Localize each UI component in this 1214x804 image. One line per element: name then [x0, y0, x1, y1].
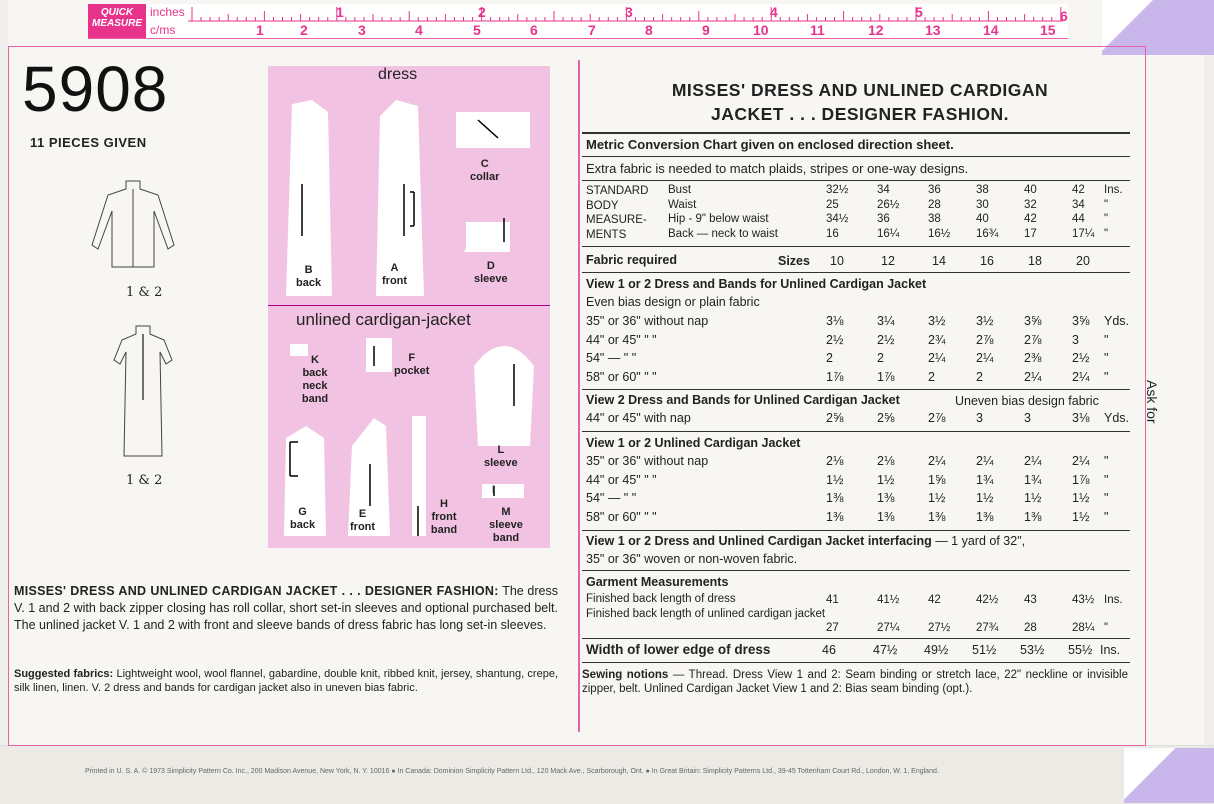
cm-tick: 11 [810, 22, 825, 38]
cm-tick: 10 [753, 22, 769, 38]
description-lead: MISSES' DRESS AND UNLINED CARDIGAN JACKET . . . DESIGNER FASHION: [14, 584, 499, 598]
table-cell: 3⅛ [826, 314, 844, 328]
table-cell: 2¼ [976, 454, 994, 468]
width-label: Width of lower edge of dress [586, 642, 771, 657]
table-cell: 42 [928, 594, 941, 606]
fabrics-text: Lightweight wool, wool flannel, gabardine, double knit, ribbed knit, jersey, shantung, crepe, silk linen, linen. V. 2 dress and bands for cardigan jacket also in uneven bias fabric. [14, 668, 558, 694]
table-cell: 28 [1024, 622, 1037, 634]
table-cell: 51½ [972, 643, 997, 657]
table-cell: 1⅜ [826, 509, 844, 524]
table-cell: 25 [826, 198, 839, 211]
table-cell: 41½ [877, 594, 900, 606]
table-cell: 16½ [928, 227, 951, 240]
table-cell: 1½ [826, 472, 844, 487]
table-cell: 1⅞ [877, 369, 895, 384]
unit-cell: " [1104, 198, 1109, 211]
badge-bottom: MEASURE [91, 18, 142, 29]
piece-d-label: D sleeve [474, 260, 508, 285]
badge-top: QUICK [100, 7, 134, 18]
inch-tick: 5 [915, 4, 923, 20]
cm-tick: 1 [256, 22, 264, 38]
table-cell: 2¼ [928, 454, 946, 468]
description-body: The dress V. 1 and 2 with back zipper closing has roll collar, short set-in sleeves and optional purchased belt. The unlined jacket V. 1 and 2 with front and sleeve bands of dress fabric has long set-in sleeves. [14, 584, 558, 632]
table-cell: 26½ [877, 198, 900, 211]
row-label: 44" or 45" with nap [586, 411, 691, 425]
table-cell: 49½ [924, 643, 949, 657]
table-cell: 27¾ [976, 622, 999, 634]
body-row-label: Waist [668, 198, 697, 211]
table-cell: 27½ [928, 622, 951, 634]
table-cell: 2⅛ [826, 454, 844, 468]
rule [582, 156, 1130, 157]
unit-cell: Ins. [1104, 594, 1123, 606]
interfacing-line2: 35" or 36" woven or non-woven fabric. [586, 552, 798, 566]
garment-row-label: Finished back length of unlined cardigan jacket [586, 608, 826, 620]
table-cell: 16¼ [877, 227, 900, 240]
section1-subtitle: Even bias design or plain fabric [586, 295, 760, 309]
table-cell: 28¼ [1072, 622, 1095, 634]
printer-footer: Printed in U. S. A. © 1973 Simplicity Pattern Co. Inc., 200 Madison Avenue, New York, N. Y. 10016 ● In Canada: Dominion Simplicity Pattern Ltd., 120 Mack Ave., Scarborough, Ont. ● In Great Britain: Simplicity Patterns Ltd., 39-45 Tottenham Court Rd., London, W. 1, England. [85, 768, 939, 775]
unit-cell: " [1104, 332, 1109, 347]
table-cell: 3 [1072, 332, 1079, 347]
piece-f-label: F pocket [394, 352, 430, 377]
table-cell: 2¼ [1072, 454, 1090, 468]
unit-cell: Yds. [1104, 411, 1130, 425]
body-row-label: Hip - 9" below waist [668, 213, 769, 225]
cm-tick: 6 [530, 22, 538, 38]
rule [582, 638, 1130, 639]
rule [582, 389, 1130, 390]
section2-note: Uneven bias design fabric [955, 394, 1099, 408]
inch-tick: 4 [770, 4, 778, 20]
inch-tick: 1 [336, 4, 344, 20]
table-cell: 3¼ [877, 314, 895, 328]
table-cell: 34½ [826, 213, 849, 225]
table-cell: 2⅞ [928, 411, 946, 425]
table-cell: 2¼ [928, 351, 946, 365]
table-cell: 2½ [1072, 351, 1090, 365]
unit-cell: " [1104, 213, 1109, 225]
cm-tick: 9 [702, 22, 710, 38]
table-cell: 27¼ [877, 622, 900, 634]
row-label: 54" — " " [586, 351, 637, 365]
cm-tick: 13 [925, 22, 941, 38]
notions-text: — Thread. Dress View 1 and 2: Seam binding or stretch lace, 22" neckline or invisible zipper, belt. Unlined Cardigan Jacket View 1 and 2: Bias seam binding (opt.). [582, 669, 1128, 695]
table-cell: 1⅞ [826, 369, 844, 384]
table-cell: 2¼ [1024, 369, 1042, 384]
row-label: 54" — " " [586, 491, 637, 505]
table-cell: 2¾ [928, 332, 946, 347]
cm-tick: 7 [588, 22, 596, 38]
row-label: 44" or 45" " " [586, 332, 657, 347]
rule [582, 570, 1130, 571]
chart-title [600, 78, 1120, 126]
pattern-number: 5908 [22, 53, 169, 125]
row-label: 58" or 60" " " [586, 509, 657, 524]
table-cell: 2⅞ [976, 332, 994, 347]
table-cell: 46 [822, 643, 836, 657]
table-cell: 40 [976, 213, 989, 225]
table-cell: 1½ [976, 491, 994, 505]
body-row-label: Bust [668, 184, 692, 196]
table-cell: 3 [976, 411, 983, 425]
table-cell: 3½ [928, 314, 946, 328]
piece-g-label: G back [290, 506, 316, 531]
unit-cell: " [1104, 491, 1109, 505]
table-cell: 36 [877, 213, 890, 225]
piece-h-label: H front band [430, 498, 458, 536]
table-cell: 2⅛ [877, 454, 895, 468]
row-label: 35" or 36" without nap [586, 454, 709, 468]
table-cell: 2⅜ [1024, 351, 1042, 365]
table-cell: 3⅝ [1072, 314, 1090, 328]
row-label: 44" or 45" " " [586, 472, 657, 487]
piece-c-label: C collar [470, 158, 500, 183]
envelope-corner-bottom [1124, 748, 1214, 803]
view-label: 1 & 2 [126, 285, 163, 300]
table-cell: 1⅜ [928, 509, 946, 524]
table-cell: 43½ [1072, 594, 1095, 606]
piece-e-label: E front [350, 508, 376, 533]
table-cell: 27 [826, 622, 839, 634]
size-cell: 20 [1076, 254, 1090, 268]
table-cell: 2 [976, 369, 983, 384]
table-cell: 41 [826, 594, 839, 606]
interfacing-line [586, 534, 1025, 548]
table-cell: 2⅝ [877, 411, 895, 425]
rule [582, 530, 1130, 531]
cms-label: c/ms [150, 23, 176, 37]
table-cell: 2½ [826, 332, 844, 347]
table-cell: 1½ [1024, 491, 1042, 505]
table-cell: 42 [1072, 184, 1085, 196]
piece-k-label: K back neck band [301, 354, 329, 405]
table-cell: 38 [976, 184, 989, 196]
table-cell: 3½ [976, 314, 994, 328]
unit-cell: " [1104, 509, 1109, 524]
pieces-given: 11 PIECES GIVEN [30, 135, 147, 150]
table-cell: 55½ [1068, 643, 1093, 657]
table-cell: 2 [826, 351, 833, 365]
table-cell: 1⅜ [877, 491, 895, 505]
cm-tick: 8 [645, 22, 653, 38]
view-sketch-dress [108, 320, 178, 460]
table-cell: 2⅝ [826, 411, 844, 425]
table-cell: 1¾ [976, 472, 994, 487]
table-cell: 2¼ [976, 351, 994, 365]
table-cell: 16¾ [976, 227, 999, 240]
body-row-label: Back — neck to waist [668, 227, 778, 240]
cm-tick: 4 [415, 22, 423, 38]
view-label: 1 & 2 [126, 473, 163, 488]
table-cell: 36 [928, 184, 941, 196]
piece-l-label: L sleeve [484, 444, 518, 469]
table-cell: 1⅜ [826, 491, 844, 505]
table-cell: 42½ [976, 594, 999, 606]
rule [582, 431, 1130, 432]
jacket-pieces-title: unlined cardigan-jacket [296, 310, 471, 329]
cm-tick: 3 [358, 22, 366, 38]
table-cell: 40 [1024, 184, 1037, 196]
size-cell: 16 [980, 254, 994, 268]
table-cell: 1⅜ [976, 509, 994, 524]
table-cell: 34 [1072, 198, 1085, 211]
rule [582, 662, 1130, 663]
unit-cell: " [1104, 369, 1109, 384]
unit-cell: Yds. [1104, 314, 1130, 328]
inch-tick: 2 [478, 4, 486, 20]
row-label: 35" or 36" without nap [586, 314, 709, 328]
table-cell: 32 [1024, 198, 1037, 211]
table-cell: 28 [928, 198, 941, 211]
suggested-fabrics [14, 667, 558, 695]
notions-label: Sewing notions [582, 669, 669, 681]
quick-measure-badge [88, 4, 146, 38]
size-cell: 12 [881, 254, 895, 268]
unit-cell: Ins. [1104, 184, 1123, 196]
extra-fabric-note: Extra fabric is needed to match plaids, stripes or one-way designs. [586, 161, 969, 176]
table-cell: 1½ [1072, 509, 1090, 524]
dress-pieces-title: dress [378, 66, 418, 83]
table-cell: 1½ [1072, 491, 1090, 505]
table-cell: 2¼ [1072, 369, 1090, 384]
table-cell: 1⅞ [1072, 472, 1090, 487]
table-cell: 47½ [873, 643, 898, 657]
table-cell: 2⅞ [1024, 332, 1042, 347]
table-cell: 53½ [1020, 643, 1045, 657]
size-cell: 10 [830, 254, 844, 268]
inch-tick: 6 [1060, 8, 1068, 24]
chart-title-line1: MISSES' DRESS AND UNLINED CARDIGAN [671, 80, 1049, 100]
section1-title: View 1 or 2 Dress and Bands for Unlined Cardigan Jacket [586, 277, 927, 291]
unit-cell: " [1104, 454, 1109, 468]
column-divider [578, 60, 580, 732]
interfacing-title: View 1 or 2 Dress and Unlined Cardigan Jacket interfacing [586, 534, 932, 548]
cm-tick: 5 [473, 22, 481, 38]
pattern-description [14, 583, 558, 634]
table-cell: 1⅜ [877, 509, 895, 524]
garment-title: Garment Measurements [586, 575, 729, 589]
sizes-label: Sizes [778, 254, 810, 268]
quick-measure-ruler [88, 4, 1068, 39]
table-cell: 1½ [877, 472, 895, 487]
fabrics-label: Suggested fabrics: [14, 668, 114, 680]
piece-m-label: M sleeve band [489, 506, 523, 544]
section2-title: View 2 Dress and Bands for Unlined Cardigan Jacket [586, 393, 900, 407]
table-cell: 43 [1024, 594, 1037, 606]
metric-note: Metric Conversion Chart given on enclosed direction sheet. [586, 137, 954, 152]
view-sketch-jacket [88, 175, 178, 275]
piece-i-label: I [492, 484, 496, 496]
section3-title: View 1 or 2 Unlined Cardigan Jacket [586, 436, 801, 450]
table-cell: 3⅝ [1024, 314, 1042, 328]
size-cell: 18 [1028, 254, 1042, 268]
table-cell: 2 [928, 369, 935, 384]
table-cell: 30 [976, 198, 989, 211]
inches-label: inches [150, 5, 185, 19]
rule [582, 132, 1130, 134]
body-measurements-label: STANDARD BODY MEASURE- MENTS [586, 185, 649, 241]
unit-cell: Ins. [1100, 643, 1121, 657]
table-cell: 16 [826, 227, 839, 240]
garment-row-label: Finished back length of dress [586, 593, 736, 605]
cm-tick: 12 [868, 22, 884, 38]
chart-title-line2: JACKET . . . DESIGNER FASHION. [711, 104, 1009, 124]
table-cell: 3 [1024, 411, 1031, 425]
cm-tick: 14 [983, 22, 999, 38]
table-cell: 44 [1072, 213, 1085, 225]
table-cell: 34 [877, 184, 890, 196]
fabric-required-label: Fabric required [586, 253, 677, 267]
table-cell: 2¼ [1024, 454, 1042, 468]
table-cell: 1⅜ [1024, 509, 1042, 524]
table-cell: 42 [1024, 213, 1037, 225]
table-cell: 17 [1024, 227, 1037, 240]
size-cell: 14 [932, 254, 946, 268]
table-cell: 32½ [826, 184, 849, 196]
table-cell: 2½ [877, 332, 895, 347]
unit-cell: " [1104, 351, 1109, 365]
inch-tick: 3 [625, 4, 633, 20]
rule [582, 272, 1130, 273]
interfacing-text: — 1 yard of 32", [935, 534, 1026, 548]
table-cell: 17¼ [1072, 227, 1095, 240]
table-cell: 3⅛ [1072, 411, 1090, 425]
pattern-piece-shapes [268, 66, 550, 548]
table-cell: 2 [877, 351, 884, 365]
piece-b-label: B back [296, 264, 322, 289]
cm-tick: 15 [1040, 22, 1056, 38]
rule [582, 180, 1130, 181]
unit-cell: " [1104, 472, 1109, 487]
piece-a-label: A front [382, 262, 408, 287]
table-cell: 38 [928, 213, 941, 225]
table-cell: 1¾ [1024, 472, 1042, 487]
row-label: 58" or 60" " " [586, 369, 657, 384]
unit-cell: " [1104, 622, 1109, 634]
table-cell: 1⅝ [928, 472, 946, 487]
rule [582, 246, 1130, 247]
ask-for-note: Ask for [1144, 380, 1160, 424]
table-cell: 1½ [928, 491, 946, 505]
sewing-notions [582, 668, 1128, 696]
unit-cell: " [1104, 227, 1109, 240]
cm-tick: 2 [300, 22, 308, 38]
